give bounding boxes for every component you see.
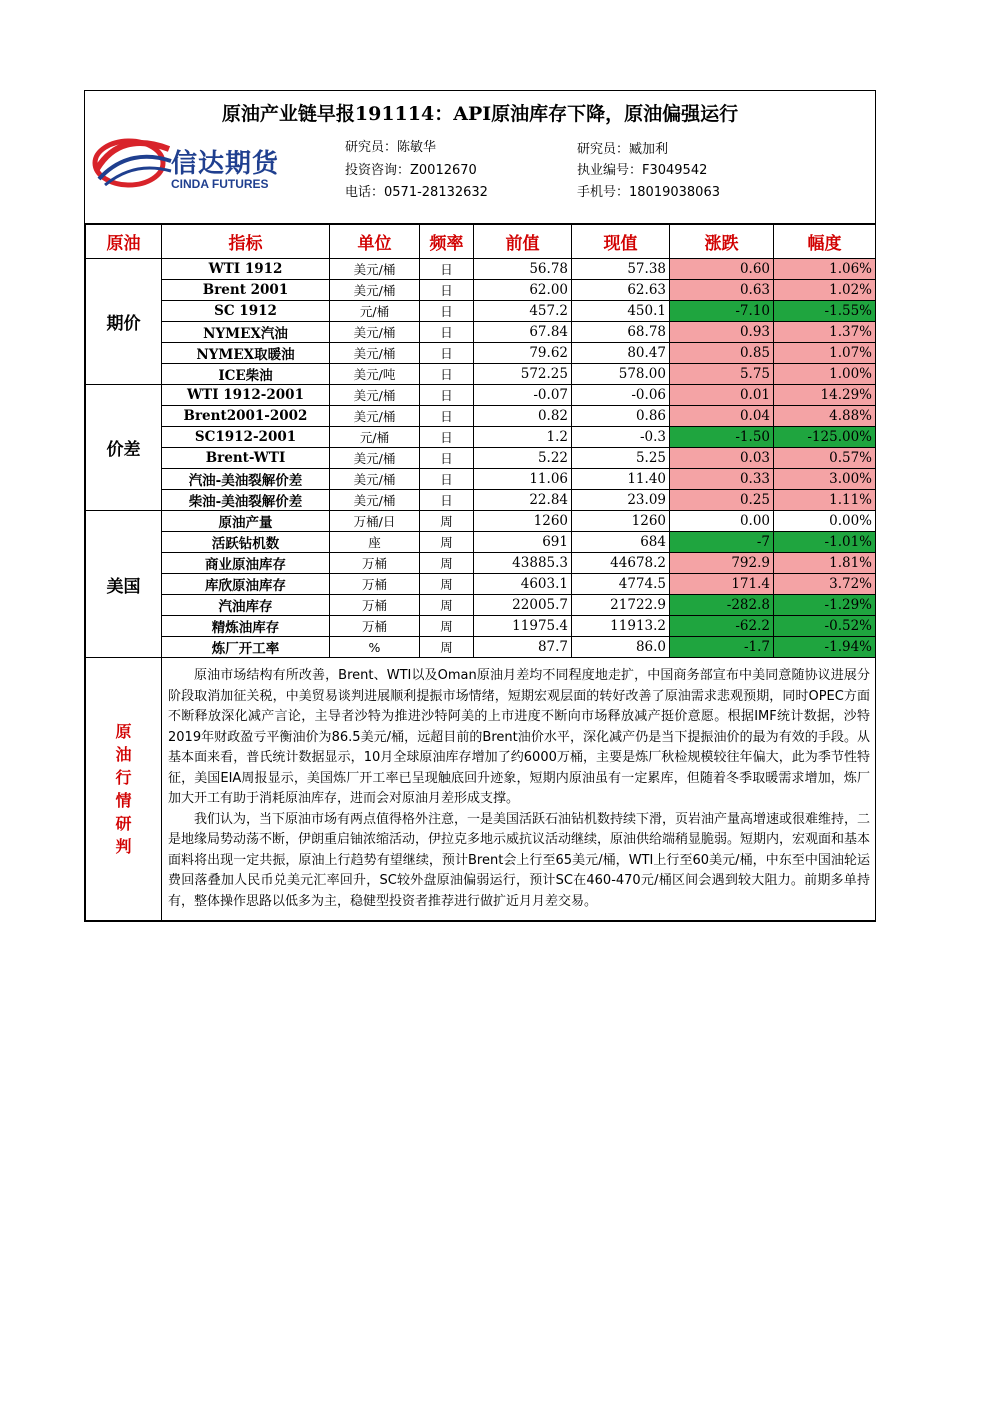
table-row bbox=[86, 469, 876, 490]
analysis-paragraph-2: 我们认为，当下原油市场有两点值得格外注意，一是美国活跃石油钻机数持续下滑，页岩油产量高增速或很难维持，二是地缘局势动荡不断，伊朗重启铀浓缩活动，伊拉克多地示威抗议活动继续，原油供给端稍显脆弱。短期内，宏观面和基本面料将出现一定共振，原油上行趋势有望继续，预计Brent会上行至65美元/桶，WTI上行至60美元/桶，中东至中国油轮运费回落叠加人民币兑美元汇率回升，SC较外盘原油偏弱运行，预计SC在460-470元/桶区间会遇到较大阻力。前期多单持有，整体操作思路以低多为主，稳健型投资者推荐进行做扩近月月差交易。 bbox=[168, 811, 871, 909]
header-cell: 原油 bbox=[86, 225, 162, 259]
change-percent: 1.81% bbox=[774, 553, 876, 574]
change-value: 0.60 bbox=[670, 259, 774, 280]
change-value: 0.04 bbox=[670, 406, 774, 427]
frequency-cell: 日 bbox=[420, 301, 474, 322]
header-cell: 现值 bbox=[572, 225, 670, 259]
unit-cell: % bbox=[330, 637, 420, 658]
change-value: 5.75 bbox=[670, 364, 774, 385]
frequency-cell: 周 bbox=[420, 637, 474, 658]
unit-cell: 美元/桶 bbox=[330, 448, 420, 469]
researcher-2-phone: 手机号：18019038063 bbox=[577, 185, 720, 200]
current-value: 0.86 bbox=[572, 406, 670, 427]
table-row bbox=[86, 343, 876, 364]
previous-value: 62.00 bbox=[474, 280, 572, 301]
frequency-cell: 日 bbox=[420, 280, 474, 301]
previous-value: 457.2 bbox=[474, 301, 572, 322]
unit-cell: 元/桶 bbox=[330, 301, 420, 322]
current-value: 450.1 bbox=[572, 301, 670, 322]
unit-cell: 美元/桶 bbox=[330, 469, 420, 490]
header-cell: 幅度 bbox=[774, 225, 876, 259]
indicator-name: WTI 1912 bbox=[162, 259, 330, 280]
table-row bbox=[86, 595, 876, 616]
current-value: 68.78 bbox=[572, 322, 670, 343]
indicator-name: 汽油-美油裂解价差 bbox=[162, 469, 330, 490]
header-cell: 涨跌 bbox=[670, 225, 774, 259]
unit-cell: 美元/桶 bbox=[330, 490, 420, 511]
unit-cell: 美元/吨 bbox=[330, 364, 420, 385]
indicator-name: 炼厂开工率 bbox=[162, 637, 330, 658]
header-cell: 前值 bbox=[474, 225, 572, 259]
current-value: 23.09 bbox=[572, 490, 670, 511]
change-percent: -1.29% bbox=[774, 595, 876, 616]
frequency-cell: 日 bbox=[420, 469, 474, 490]
table-row bbox=[86, 532, 876, 553]
table-body bbox=[86, 259, 876, 658]
previous-value: 5.22 bbox=[474, 448, 572, 469]
table-row bbox=[86, 364, 876, 385]
change-value: 0.01 bbox=[670, 385, 774, 406]
table-row bbox=[86, 301, 876, 322]
indicator-name: 商业原油库存 bbox=[162, 553, 330, 574]
indicator-name: 精炼油库存 bbox=[162, 616, 330, 637]
previous-value: -0.07 bbox=[474, 385, 572, 406]
change-value: 0.63 bbox=[670, 280, 774, 301]
frequency-cell: 周 bbox=[420, 553, 474, 574]
current-value: 1260 bbox=[572, 511, 670, 532]
unit-cell: 万桶 bbox=[330, 553, 420, 574]
frequency-cell: 日 bbox=[420, 406, 474, 427]
current-value: 5.25 bbox=[572, 448, 670, 469]
frequency-cell: 日 bbox=[420, 259, 474, 280]
change-percent: 14.29% bbox=[774, 385, 876, 406]
current-value: -0.3 bbox=[572, 427, 670, 448]
change-value: 0.03 bbox=[670, 448, 774, 469]
report-sheet bbox=[84, 90, 876, 922]
indicator-name: Brent-WTI bbox=[162, 448, 330, 469]
current-value: 11913.2 bbox=[572, 616, 670, 637]
previous-value: 4603.1 bbox=[474, 574, 572, 595]
change-percent: 1.37% bbox=[774, 322, 876, 343]
indicator-name: SC 1912 bbox=[162, 301, 330, 322]
unit-cell: 美元/桶 bbox=[330, 343, 420, 364]
table-row bbox=[86, 490, 876, 511]
change-value: 792.9 bbox=[670, 553, 774, 574]
unit-cell: 万桶 bbox=[330, 595, 420, 616]
data-table bbox=[85, 224, 876, 921]
indicator-name: 原油产量 bbox=[162, 511, 330, 532]
current-value: -0.06 bbox=[572, 385, 670, 406]
indicator-name: 库欣原油库存 bbox=[162, 574, 330, 595]
previous-value: 79.62 bbox=[474, 343, 572, 364]
analysis-row bbox=[86, 658, 876, 921]
analysis-text bbox=[162, 658, 876, 921]
change-percent: 1.02% bbox=[774, 280, 876, 301]
previous-value: 67.84 bbox=[474, 322, 572, 343]
indicator-name: 柴油-美油裂解价差 bbox=[162, 490, 330, 511]
cinda-swoosh-icon bbox=[91, 135, 173, 191]
table-row bbox=[86, 553, 876, 574]
unit-cell: 美元/桶 bbox=[330, 406, 420, 427]
previous-value: 572.25 bbox=[474, 364, 572, 385]
unit-cell: 美元/桶 bbox=[330, 385, 420, 406]
change-percent: 1.06% bbox=[774, 259, 876, 280]
previous-value: 11975.4 bbox=[474, 616, 572, 637]
header-cell: 指标 bbox=[162, 225, 330, 259]
change-value: 0.33 bbox=[670, 469, 774, 490]
report-title: 原油产业链早报191114：API原油库存下降，原油偏强运行 bbox=[221, 103, 739, 125]
frequency-cell: 日 bbox=[420, 448, 474, 469]
change-percent: -0.52% bbox=[774, 616, 876, 637]
unit-cell: 座 bbox=[330, 532, 420, 553]
indicator-name: NYMEX汽油 bbox=[162, 322, 330, 343]
group-label: 价差 bbox=[86, 385, 162, 511]
frequency-cell: 日 bbox=[420, 364, 474, 385]
frequency-cell: 日 bbox=[420, 427, 474, 448]
change-percent: 1.00% bbox=[774, 364, 876, 385]
change-value: 0.93 bbox=[670, 322, 774, 343]
table-header-row bbox=[86, 225, 876, 259]
change-value: -62.2 bbox=[670, 616, 774, 637]
table-row bbox=[86, 511, 876, 532]
unit-cell: 万桶 bbox=[330, 574, 420, 595]
indicator-name: ICE柴油 bbox=[162, 364, 330, 385]
change-percent: 0.57% bbox=[774, 448, 876, 469]
previous-value: 22005.7 bbox=[474, 595, 572, 616]
previous-value: 22.84 bbox=[474, 490, 572, 511]
current-value: 80.47 bbox=[572, 343, 670, 364]
analysis-paragraph-1: 原油市场结构有所改善，Brent、WTI以及Oman原油月差均不同程度地走扩，中国商务部宣布中美同意随协议进展分阶段取消加征关税，中美贸易谈判进展顺利提振市场情绪，短期宏观层面的转好改善了原油需求悲观预期，同时OPEC方面不断释放深化减产言论，主导者沙特为推进沙特阿美的上市进度不断向市场释放减产挺价意愿。根据IMF统计数据，沙特2019年财政盈亏平衡油价为86.5美元/桶，远超目前的Brent油价水平，深化减产仍是当下提振油价的最为有效的手段。从基本面来看，普氏统计数据显示，10月全球原油库存增加了约6000万桶，主要是炼厂秋检规模较往年偏大，此为季节性特征，美国EIA周报显示，美国炼厂开工率已呈现触底回升迹象，短期内原油虽有一定累库，但随着冬季取暖需求增加，炼厂加大开工有助于消耗原油库存，进而会对原油月差形成支撑。 bbox=[168, 668, 870, 806]
change-value: 0.25 bbox=[670, 490, 774, 511]
change-percent: -1.94% bbox=[774, 637, 876, 658]
researcher-2-license: 执业编号：F3049542 bbox=[577, 163, 708, 178]
table-row bbox=[86, 448, 876, 469]
logo-text-cn: 信达期货 bbox=[171, 149, 280, 179]
table-row bbox=[86, 427, 876, 448]
unit-cell: 美元/桶 bbox=[330, 322, 420, 343]
frequency-cell: 日 bbox=[420, 385, 474, 406]
change-percent: 0.00% bbox=[774, 511, 876, 532]
previous-value: 87.7 bbox=[474, 637, 572, 658]
indicator-name: NYMEX取暖油 bbox=[162, 343, 330, 364]
indicator-name: 活跃钻机数 bbox=[162, 532, 330, 553]
current-value: 4774.5 bbox=[572, 574, 670, 595]
current-value: 684 bbox=[572, 532, 670, 553]
change-percent: -1.55% bbox=[774, 301, 876, 322]
previous-value: 691 bbox=[474, 532, 572, 553]
unit-cell: 元/桶 bbox=[330, 427, 420, 448]
report-header bbox=[85, 91, 875, 224]
current-value: 21722.9 bbox=[572, 595, 670, 616]
current-value: 86.0 bbox=[572, 637, 670, 658]
previous-value: 43885.3 bbox=[474, 553, 572, 574]
indicator-name: Brent2001-2002 bbox=[162, 406, 330, 427]
frequency-cell: 日 bbox=[420, 322, 474, 343]
indicator-name: WTI 1912-2001 bbox=[162, 385, 330, 406]
table-row bbox=[86, 322, 876, 343]
change-percent: -125.00% bbox=[774, 427, 876, 448]
table-row bbox=[86, 385, 876, 406]
table-row bbox=[86, 406, 876, 427]
change-percent: 3.00% bbox=[774, 469, 876, 490]
current-value: 57.38 bbox=[572, 259, 670, 280]
frequency-cell: 周 bbox=[420, 595, 474, 616]
change-percent: -1.01% bbox=[774, 532, 876, 553]
change-percent: 1.11% bbox=[774, 490, 876, 511]
change-value: -1.7 bbox=[670, 637, 774, 658]
frequency-cell: 周 bbox=[420, 616, 474, 637]
researcher-1: 研究员：陈敏华 bbox=[345, 140, 437, 155]
header-cell: 频率 bbox=[420, 225, 474, 259]
frequency-cell: 周 bbox=[420, 511, 474, 532]
group-label: 期价 bbox=[86, 259, 162, 385]
header-cell: 单位 bbox=[330, 225, 420, 259]
indicator-name: 汽油库存 bbox=[162, 595, 330, 616]
change-value: 0.85 bbox=[670, 343, 774, 364]
table-row bbox=[86, 616, 876, 637]
logo-text-en: CINDA FUTURES bbox=[171, 177, 269, 191]
change-value: -282.8 bbox=[670, 595, 774, 616]
previous-value: 1260 bbox=[474, 511, 572, 532]
group-label: 美国 bbox=[86, 511, 162, 658]
table-row bbox=[86, 574, 876, 595]
frequency-cell: 日 bbox=[420, 343, 474, 364]
change-value: 0.00 bbox=[670, 511, 774, 532]
indicator-name: Brent 2001 bbox=[162, 280, 330, 301]
table-row bbox=[86, 637, 876, 658]
current-value: 44678.2 bbox=[572, 553, 670, 574]
researcher-1-phone: 电话：0571-28132632 bbox=[345, 185, 488, 200]
current-value: 578.00 bbox=[572, 364, 670, 385]
change-percent: 3.72% bbox=[774, 574, 876, 595]
table-row bbox=[86, 280, 876, 301]
unit-cell: 美元/桶 bbox=[330, 259, 420, 280]
change-percent: 4.88% bbox=[774, 406, 876, 427]
frequency-cell: 日 bbox=[420, 490, 474, 511]
current-value: 62.63 bbox=[572, 280, 670, 301]
frequency-cell: 周 bbox=[420, 532, 474, 553]
previous-value: 11.06 bbox=[474, 469, 572, 490]
previous-value: 56.78 bbox=[474, 259, 572, 280]
change-value: -7 bbox=[670, 532, 774, 553]
current-value: 11.40 bbox=[572, 469, 670, 490]
previous-value: 0.82 bbox=[474, 406, 572, 427]
researcher-1-consult: 投资咨询：Z0012670 bbox=[345, 163, 477, 178]
change-value: -7.10 bbox=[670, 301, 774, 322]
change-value: -1.50 bbox=[670, 427, 774, 448]
unit-cell: 美元/桶 bbox=[330, 280, 420, 301]
previous-value: 1.2 bbox=[474, 427, 572, 448]
researcher-2: 研究员：臧加利 bbox=[577, 142, 669, 157]
change-value: 171.4 bbox=[670, 574, 774, 595]
analysis-label: 原 油 行 情 研 判 bbox=[86, 658, 162, 921]
unit-cell: 万桶/日 bbox=[330, 511, 420, 532]
frequency-cell: 周 bbox=[420, 574, 474, 595]
table-row bbox=[86, 259, 876, 280]
indicator-name: SC1912-2001 bbox=[162, 427, 330, 448]
unit-cell: 万桶 bbox=[330, 616, 420, 637]
change-percent: 1.07% bbox=[774, 343, 876, 364]
